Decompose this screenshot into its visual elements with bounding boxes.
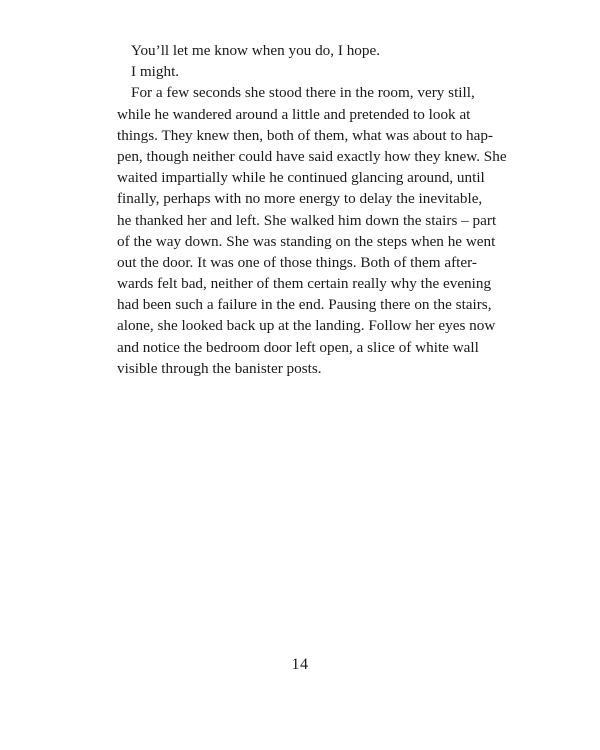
text-line: things. They knew then, both of them, what was about to hap-	[117, 126, 493, 144]
text-line: while he wandered around a little and pretended to look at	[117, 105, 471, 123]
text-line: I might.	[131, 63, 180, 81]
body-text	[117, 40, 507, 379]
text-line: waited impartially while he continued glancing around, until	[117, 169, 485, 187]
text-line: he thanked her and left. She walked him down the stairs – part	[117, 211, 497, 229]
text-line: and notice the bedroom door left open, a slice of white wall	[117, 338, 479, 356]
text-line: alone, she looked back up at the landing. Follow her eyes now	[117, 317, 496, 335]
text-line: wards felt bad, neither of them certain really why the evening	[117, 275, 492, 293]
text-line: had been such a failure in the end. Pausing there on the stairs,	[117, 296, 492, 314]
text-line: out the door. It was one of those things. Both of them after-	[117, 253, 477, 271]
text-line: of the way down. She was standing on the steps when he went	[117, 232, 496, 250]
text-line: visible through the banister posts.	[117, 359, 322, 377]
text-line: finally, perhaps with no more energy to delay the inevitable,	[117, 190, 483, 208]
text-line: You’ll let me know when you do, I hope.	[131, 42, 381, 59]
text-line: pen, though neither could have said exactly how they knew. She	[117, 147, 507, 165]
text-line: For a few seconds she stood there in the room, very still,	[131, 84, 475, 102]
page-number: 14	[291, 656, 309, 673]
